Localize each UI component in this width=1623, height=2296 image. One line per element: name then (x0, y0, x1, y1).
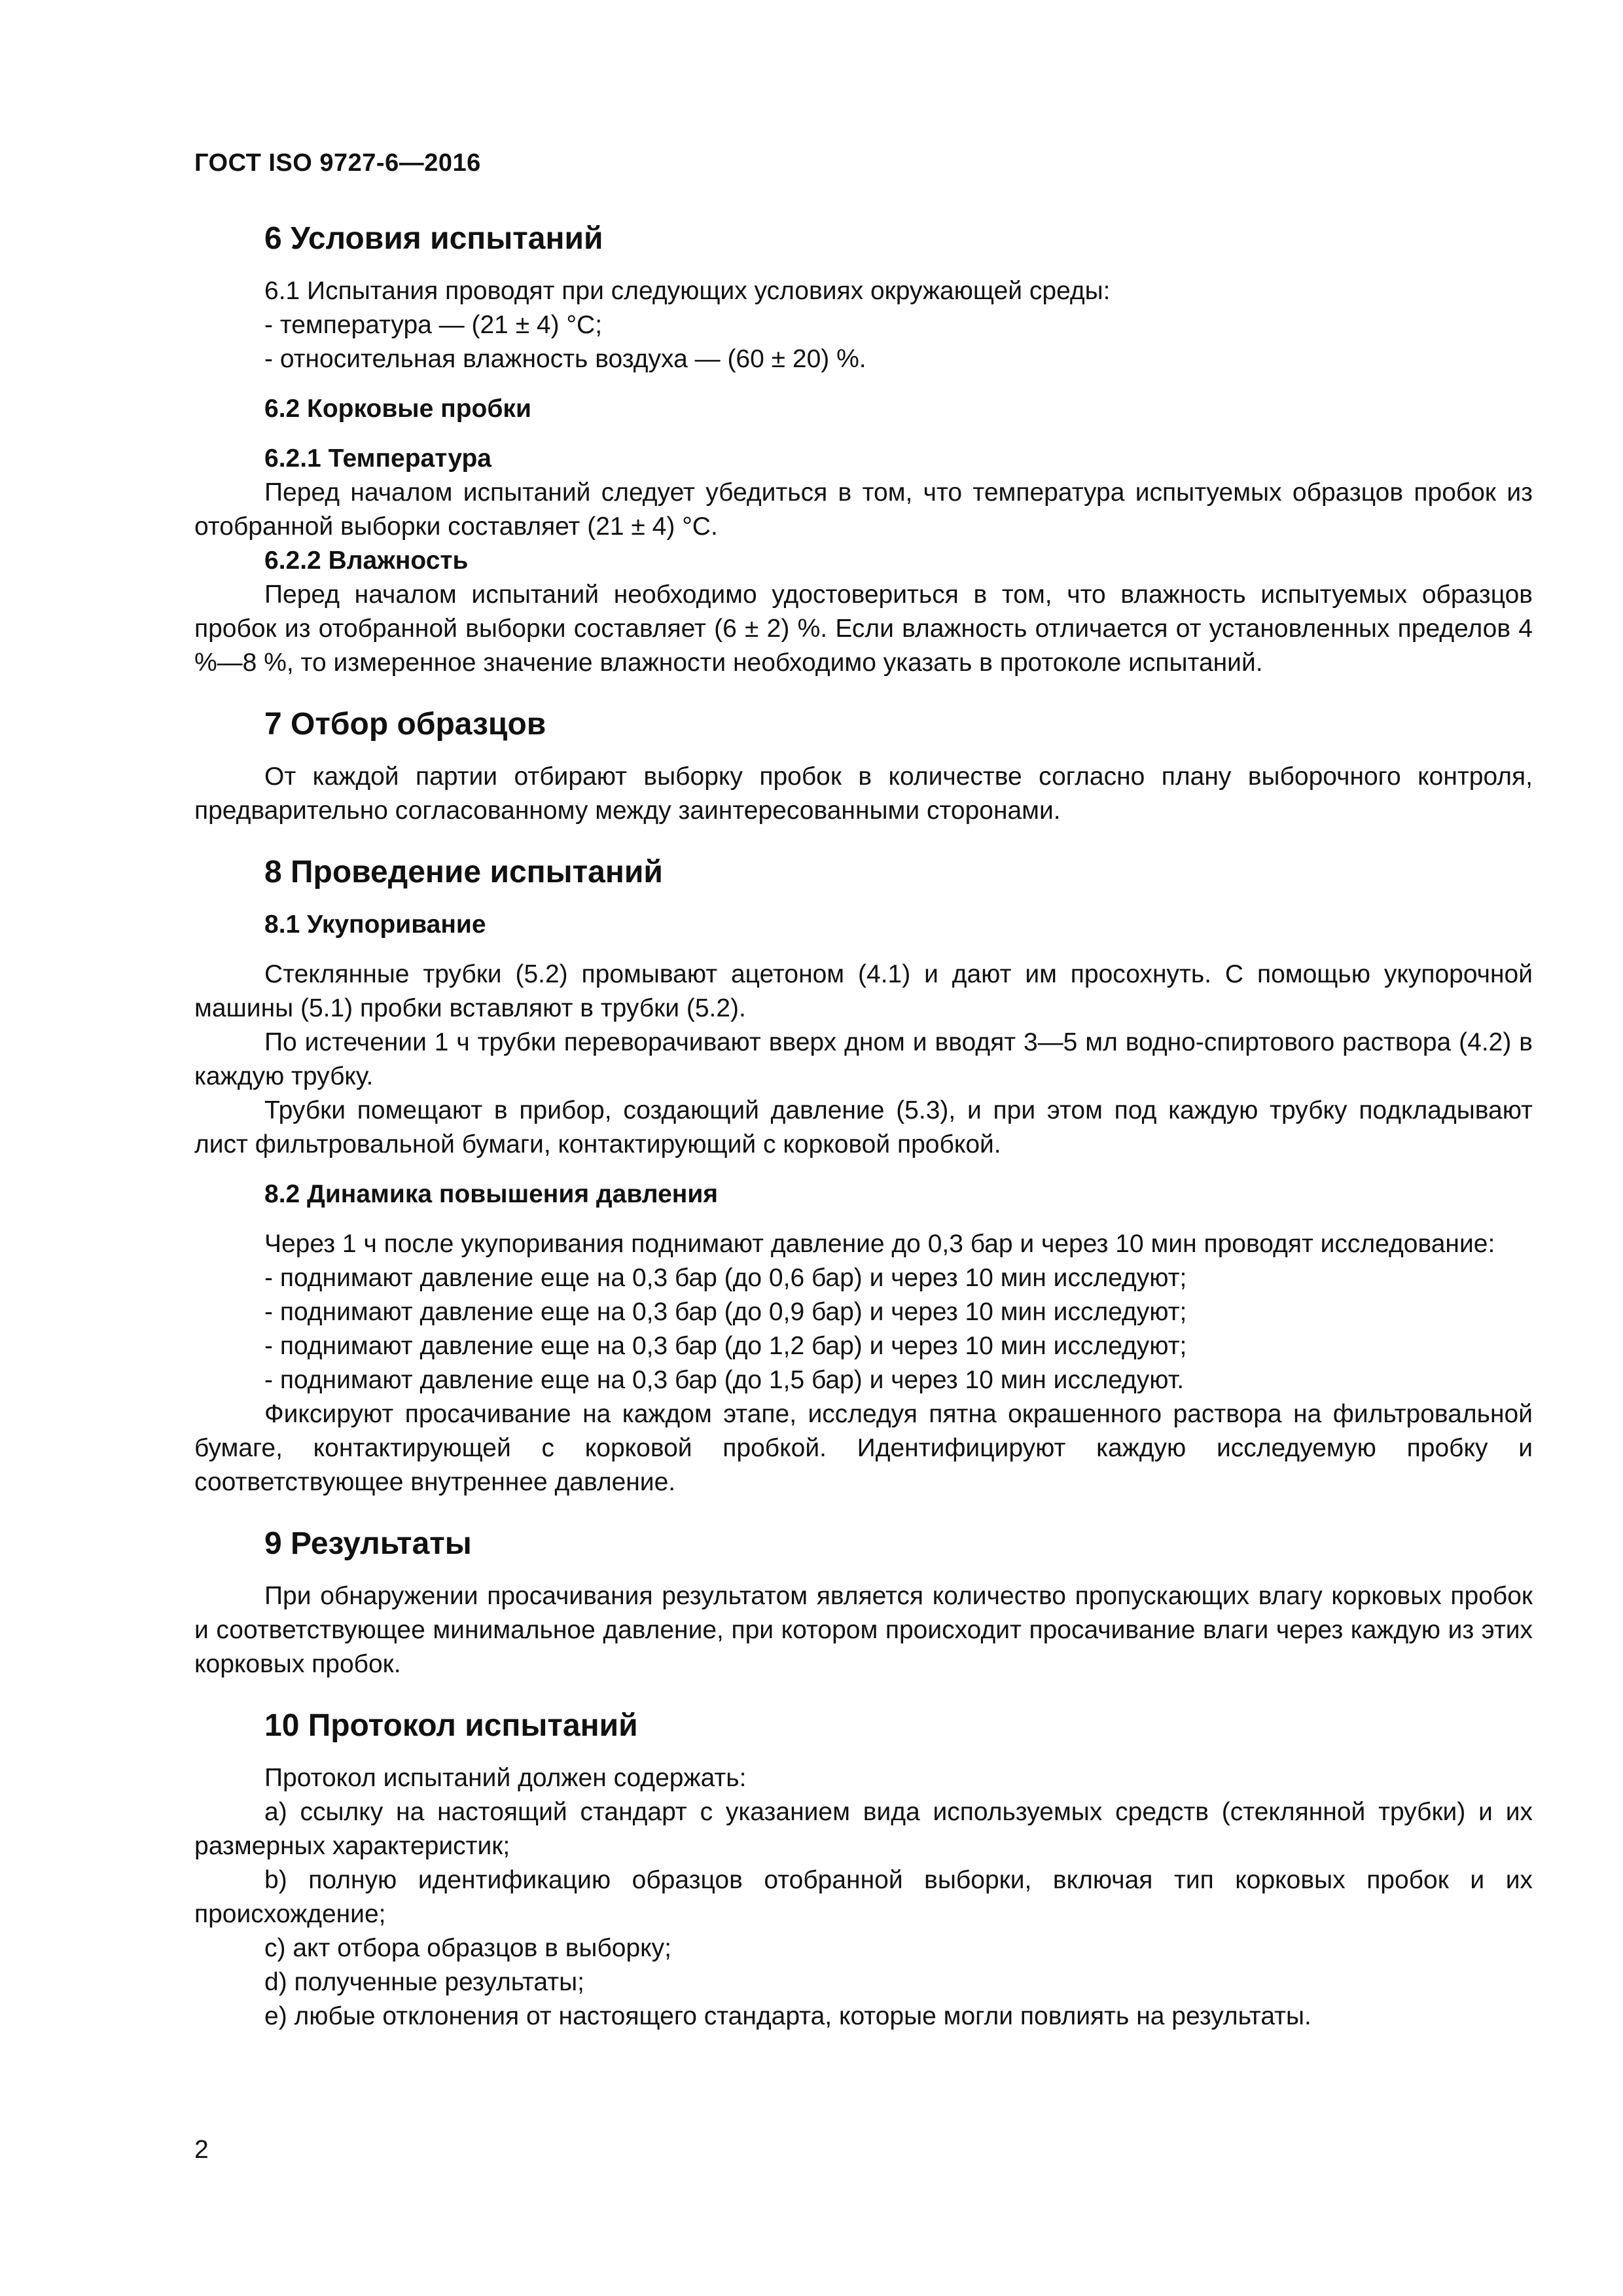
list-item: - температура — (21 ± 4) °С; (264, 311, 603, 339)
section-8-2-heading: 8.2 Динамика повышения давления (264, 1180, 719, 1208)
list-item: с) акт отбора образцов в выборку; (264, 1934, 672, 1962)
section-8-1-paragraph-3: Трубки помещают в прибор, создающий давление (5.3), и при этом под каждую трубку подкладывают лист фильтровальной бумаги, контактирующий с корковой пробкой. (194, 1096, 1533, 1158)
list-item: d) полученные результаты; (264, 1968, 584, 1996)
section-10-heading: 10 Протокол испытаний (264, 1708, 638, 1743)
section-9-heading: 9 Результаты (264, 1526, 472, 1561)
section-6-heading: 6 Условия испытаний (264, 221, 603, 256)
section-8-2-paragraph: Через 1 ч после укупоривания поднимают давление до 0,3 бар и через 10 мин проводят исследование: (264, 1230, 1495, 1258)
page-number: 2 (194, 2136, 209, 2164)
section-8-1-paragraph-2: По истечении 1 ч трубки переворачивают вверх дном и вводят 3—5 мл водно-спиртового раствора (4.2) в каждую трубку. (194, 1028, 1533, 1090)
section-8-1-paragraph-1: Стеклянные трубки (5.2) промывают ацетоном (4.1) и дают им просохнуть. С помощью укупорочной машины (5.1) пробки вставляют в трубки (5.2). (194, 960, 1533, 1022)
section-6-2-heading: 6.2 Корковые пробки (264, 395, 531, 423)
section-6-2-1-paragraph: Перед началом испытаний следует убедиться в том, что температура испытуемых образцов пробок из отобранной выборки составляет (21 ± 4) °С. (194, 478, 1533, 541)
section-8-2-paragraph-2: Фиксируют просачивание на каждом этапе, исследуя пятна окрашенного раствора на фильтровальной бумаге, контактирующей с корковой пробкой. Идентифицируют каждую исследуемую пробку и соответствующее внутреннее давление. (194, 1400, 1533, 1496)
list-item: - поднимают давление еще на 0,3 бар (до 1,5 бар) и через 10 мин исследуют. (264, 1366, 1185, 1394)
section-10-intro: Протокол испытаний должен содержать: (264, 1764, 747, 1792)
document-page (194, 0, 1533, 2296)
list-item: е) любые отклонения от настоящего стандарта, которые могли повлиять на результаты. (264, 2002, 1311, 2030)
document-body (194, 219, 1533, 2034)
list-item: - поднимают давление еще на 0,3 бар (до 0,9 бар) и через 10 мин исследуют; (264, 1298, 1187, 1326)
list-item: b) полную идентификацию образцов отобранной выборки, включая тип корковых пробок и их происхождение; (194, 1866, 1533, 1928)
section-6-2-1-heading: 6.2.1 Температура (264, 444, 492, 473)
list-item: - относительная влажность воздуха — (60 ± 20) %. (264, 345, 866, 373)
section-7-heading: 7 Отбор образцов (264, 707, 546, 742)
list-item: - поднимают давление еще на 0,3 бар (до 1,2 бар) и через 10 мин исследуют; (264, 1332, 1187, 1360)
list-item: - поднимают давление еще на 0,3 бар (до 0,6 бар) и через 10 мин исследуют; (264, 1264, 1187, 1292)
document-header: ГОСТ ISO 9727-6—2016 (194, 149, 481, 177)
list-item: а) ссылку на настоящий стандарт с указанием вида используемых средств (стеклянной трубки) и их размерных характеристик; (194, 1798, 1533, 1860)
section-7-paragraph: От каждой партии отбирают выборку пробок в количестве согласно плану выборочного контроля, предварительно согласованному между заинтересованными сторонами. (194, 762, 1533, 825)
section-6-2-2-heading: 6.2.2 Влажность (264, 547, 469, 575)
section-8-1-heading: 8.1 Укупоривание (264, 910, 486, 939)
section-8-heading: 8 Проведение испытаний (264, 855, 663, 889)
section-6-1-paragraph: 6.1 Испытания проводят при следующих условиях окружающей среды: (264, 277, 1111, 305)
section-6-2-2-paragraph: Перед началом испытаний необходимо удостовериться в том, что влажность испытуемых образцов пробок из отобранной выборки составляет (6 ± 2) %. Если влажность отличается от установленных пределов 4 %—8 %, то измеренное значение влажности необходимо указать в протоколе испытаний. (194, 581, 1533, 677)
section-9-paragraph: При обнаружении просачивания результатом является количество пропускающих влагу корковых пробок и соответствующее минимальное давление, при котором происходит просачивание влаги через каждую из этих корковых пробок. (194, 1582, 1533, 1678)
